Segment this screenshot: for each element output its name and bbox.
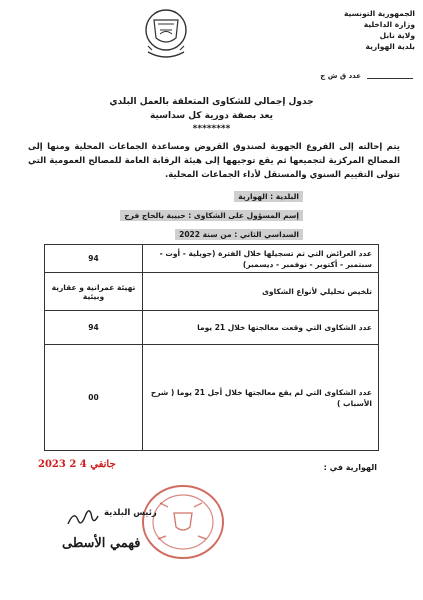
signature-scribble bbox=[66, 506, 100, 530]
letterhead-line-2: وزارة الداخلية bbox=[363, 20, 415, 29]
reference-number: عدد ق ش ج bbox=[320, 72, 361, 80]
municipality-field: البلدية : الهوارية bbox=[234, 191, 303, 202]
document-title: جدول إجمالي للشكاوى المتعلقة بالعمل البلدي bbox=[109, 97, 314, 107]
signatory-name: فهمي الأسطى bbox=[62, 536, 141, 551]
intro-paragraph: يتم إحالته إلى الفروع الجهوية لصندوق القروض ومساعدة الجماعات المحلية ومنها إلى المصالح المركزية لتجميعها ثم يقع توجيهها إلى هيئة الرقابة العامة للمصالح العمومية التي تتولى التقييم السنوي والمستقل لأداء الجماعات المحلية. bbox=[28, 142, 400, 180]
table-cell-label: تلخيص تحليلي لأنواع الشكاوى bbox=[143, 273, 379, 311]
semester-field: السداسي الثاني : من سنة 2022 bbox=[175, 229, 303, 240]
signatory-title: رئيس البلدية bbox=[104, 508, 157, 518]
table-cell-label: عدد الشكاوى التي لم يقع معالجتها خلال أجل 21 يوما ( شرح الأسباب ) bbox=[143, 345, 379, 451]
coat-of-arms-logo bbox=[140, 6, 192, 62]
table-cell-label: عدد الشكاوى التي وقعت معالجتها خلال 21 يوما bbox=[143, 311, 379, 345]
letterhead bbox=[305, 8, 415, 52]
letterhead-line-3: ولاية نابل bbox=[379, 31, 415, 40]
official-stamp bbox=[140, 483, 226, 561]
table-cell-value: 00 bbox=[45, 345, 143, 451]
title-separator: ******** bbox=[192, 124, 231, 134]
table-cell-value: 94 bbox=[45, 311, 143, 345]
letterhead-line-4: بلدية الهوارية bbox=[365, 42, 415, 51]
complaints-officer-field: إسم المسؤول على الشكاوى : حبيبة بالحاج فرج bbox=[120, 210, 303, 221]
table-row bbox=[45, 245, 379, 273]
table-cell-value: 94 bbox=[45, 245, 143, 273]
table-cell-label: عدد العرائض التي تم تسجيلها خلال الفترة (جويلية - أوت - سبتمبر - أكتوبر - نوفمبر - ديسمبر) bbox=[143, 245, 379, 273]
document-subtitle: يعد بصفة دورية كل سداسية bbox=[150, 111, 273, 121]
table-row bbox=[45, 311, 379, 345]
date-label: الهوارية في : bbox=[323, 463, 377, 472]
letterhead-line-1: الجمهورية التونسية bbox=[344, 9, 415, 18]
table-row bbox=[45, 345, 379, 451]
table-row bbox=[45, 273, 379, 311]
handwritten-date: 2023 جانفي 4 2 bbox=[38, 459, 116, 470]
complaints-table bbox=[44, 244, 379, 451]
table-cell-value: تهيئة عمرانية و عقارية وبيئية bbox=[45, 273, 143, 311]
